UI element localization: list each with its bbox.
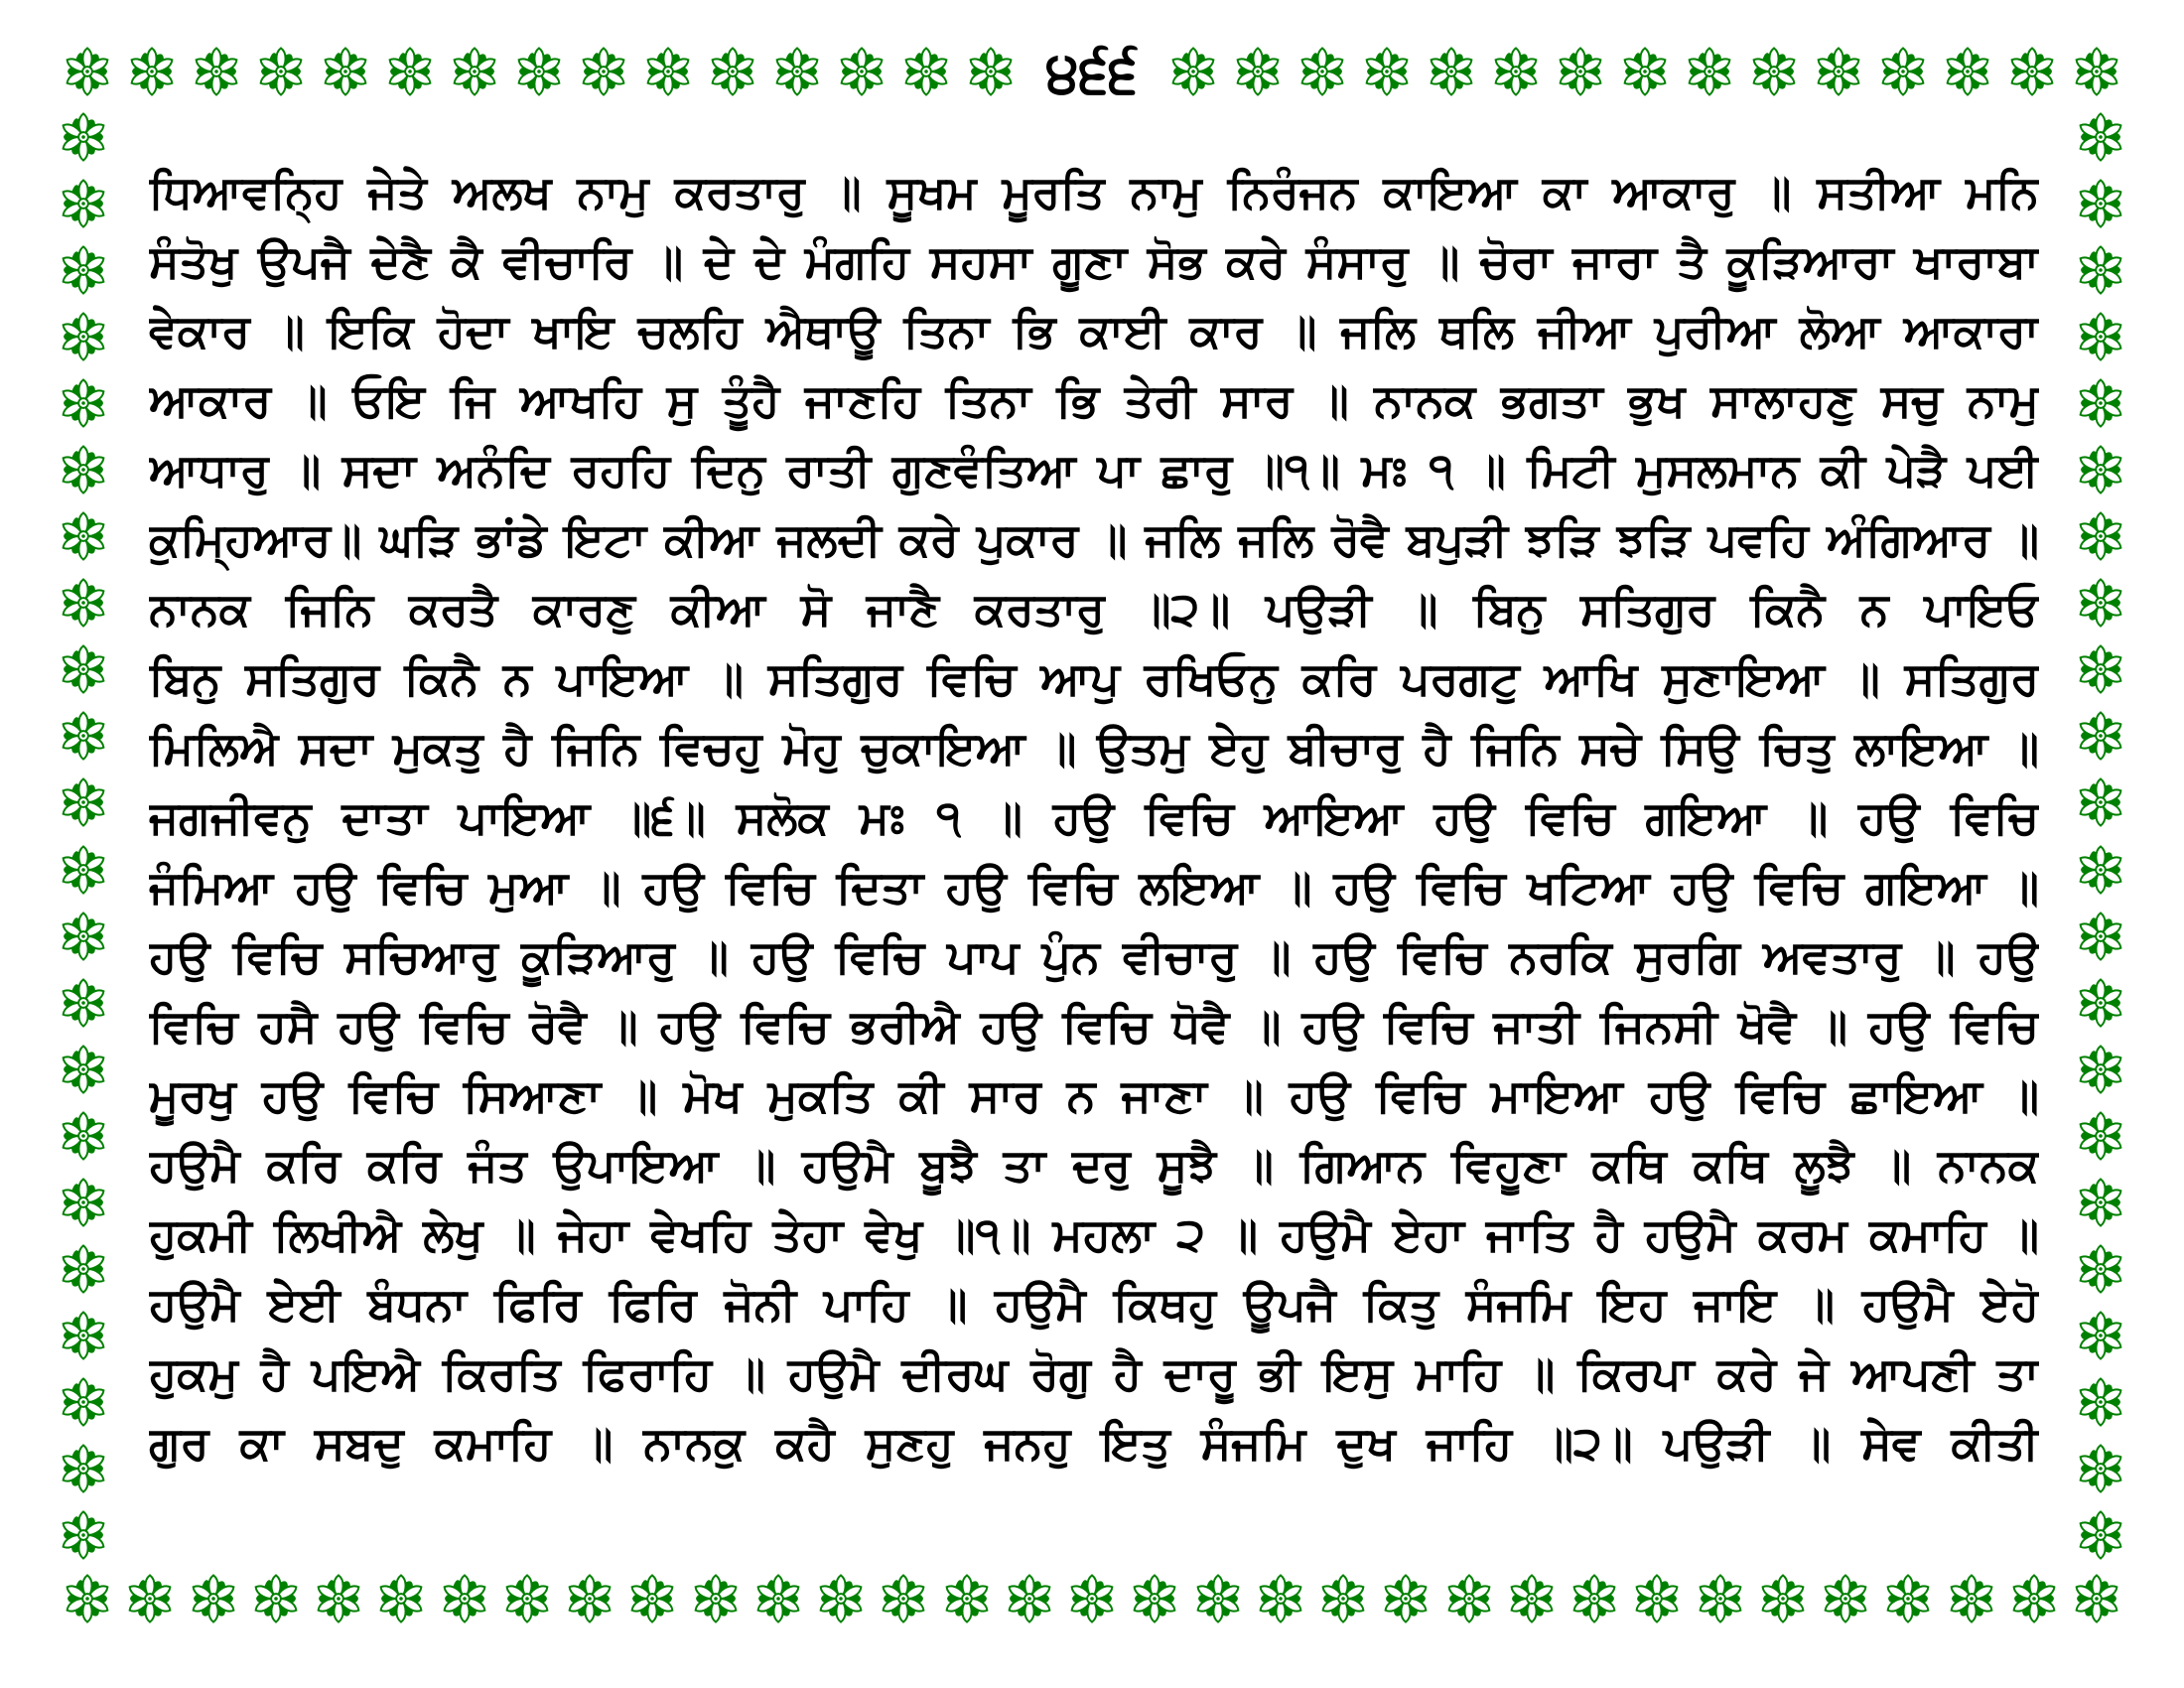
flower-icon	[58, 178, 109, 229]
text-line: ਆਕਾਰ ॥ ਓਇ ਜਿ ਆਖਹਿ ਸੁ ਤੂੰਹੈ ਜਾਣਹਿ ਤਿਨਾ ਭਿ ਤੇਰੀ ਸਾਰ ॥ ਨਾਨਕ ਭਗਤਾ ਭੁਖ ਸਾਲਾਹਣੁ ਸਚੁ ਨਾਮੁ	[149, 373, 2039, 427]
flower-icon	[2075, 1376, 2126, 1428]
flower-icon	[1619, 46, 1671, 97]
flower-icon	[2075, 710, 2126, 762]
page-number: ੪੬੬	[1045, 38, 1139, 105]
flower-icon	[2008, 1573, 2060, 1624]
flower-icon	[752, 1573, 804, 1624]
flower-icon	[2075, 111, 2126, 163]
scripture-text	[149, 157, 2039, 1477]
flower-icon	[1297, 46, 1348, 97]
text-line: ਹੁਕਮੀ ਲਿਖੀਐ ਲੇਖੁ ॥ ਜੇਹਾ ਵੇਖਹਿ ਤੇਹਾ ਵੇਖੁ ॥੧॥ ਮਹਲਾ ੨ ॥ ਹਉਮੈ ਏਹਾ ਜਾਤਿ ਹੈ ਹਉਮੈ ਕਰਮ ਕਮਾਹਿ ॥	[149, 1207, 2039, 1261]
flower-icon	[1066, 1573, 1118, 1624]
flower-icon	[771, 46, 823, 97]
text-line: ਆਧਾਰੁ ॥ ਸਦਾ ਅਨੰਦਿ ਰਹਹਿ ਦਿਨੁ ਰਾਤੀ ਗੁਣਵੰਤਿਆ ਪਾ ਛਾਰੁ ॥੧॥ ਮਃ ੧ ॥ ਮਿਟੀ ਮੁਸਲਮਾਨ ਕੀ ਪੇੜੈ ਪਈ	[149, 443, 2039, 496]
text-line: ਵਿਚਿ ਹਸੈ ਹਉ ਵਿਚਿ ਰੋਵੈ ॥ ਹਉ ਵਿਚਿ ਭਰੀਐ ਹਉ ਵਿਚਿ ਧੋਵੈ ॥ ਹਉ ਵਿਚਿ ਜਾਤੀ ਜਿਨਸੀ ਖੋਵੈ ॥ ਹਉ ਵਿਚਿ	[149, 999, 2039, 1053]
flower-icon	[62, 46, 113, 97]
text-line: ਨਾਨਕ ਜਿਨਿ ਕਰਤੈ ਕਾਰਣੁ ਕੀਆ ਸੋ ਜਾਣੈ ਕਰਤਾਰੁ ॥੨॥ ਪਉੜੀ ॥ ਬਿਨੁ ਸਤਿਗੁਰ ਕਿਨੈ ਨ ਪਾਇਓ	[149, 582, 2039, 635]
text-line: ਮੂਰਖੁ ਹਉ ਵਿਚਿ ਸਿਆਣਾ ॥ ਮੋਖ ਮੁਕਤਿ ਕੀ ਸਾਰ ਨ ਜਾਣਾ ॥ ਹਉ ਵਿਚਿ ਮਾਇਆ ਹਉ ਵਿਚਿ ਛਾਇਆ ॥	[149, 1068, 2039, 1122]
flower-icon	[626, 1573, 678, 1624]
flower-icon	[707, 46, 758, 97]
flower-icon	[878, 1573, 929, 1624]
flower-icon	[58, 1443, 109, 1494]
flower-icon	[58, 1243, 109, 1295]
flower-icon	[1317, 1573, 1369, 1624]
flower-icon	[250, 1573, 302, 1624]
text-line: ਹਉਮੈ ਏਈ ਬੰਧਨਾ ਫਿਰਿ ਫਿਰਿ ਜੋਨੀ ਪਾਹਿ ॥ ਹਉਮੈ ਕਿਥਹੁ ਊਪਜੈ ਕਿਤੁ ਸੰਜਮਿ ਇਹ ਜਾਇ ॥ ਹਉਮੈ ਏਹੋ	[149, 1277, 2039, 1331]
flower-icon	[815, 1573, 867, 1624]
flower-icon	[313, 1573, 364, 1624]
flower-icon	[1748, 46, 1800, 97]
flower-icon	[320, 46, 371, 97]
text-line: ਜੰਮਿਆ ਹਉ ਵਿਚਿ ਮੁਆ ॥ ਹਉ ਵਿਚਿ ਦਿਤਾ ਹਉ ਵਿਚਿ ਲਇਆ ॥ ਹਉ ਵਿਚਿ ਖਟਿਆ ਹਉ ਵਿਚਿ ਗਇਆ ॥	[149, 860, 2039, 914]
flower-icon	[58, 577, 109, 629]
flower-icon	[58, 776, 109, 828]
flower-icon	[1684, 46, 1735, 97]
flower-icon	[2075, 1243, 2126, 1295]
flower-icon	[1946, 1573, 1997, 1624]
flower-icon	[2075, 1044, 2126, 1095]
flower-icon	[58, 844, 109, 896]
flower-icon	[2075, 1310, 2126, 1361]
flower-icon	[690, 1573, 742, 1624]
right-border	[2073, 111, 2128, 1561]
flower-icon	[58, 977, 109, 1029]
flower-icon	[2075, 1177, 2126, 1228]
flower-icon	[2075, 444, 2126, 495]
flower-icon	[58, 444, 109, 495]
flower-icon	[58, 311, 109, 362]
flower-icon	[58, 1044, 109, 1095]
flower-icon	[124, 1573, 176, 1624]
flower-icon	[191, 46, 242, 97]
flower-icon	[375, 1573, 427, 1624]
text-line: ਬਿਨੁ ਸਤਿਗੁਰ ਕਿਨੈ ਨ ਪਾਇਆ ॥ ਸਤਿਗੁਰ ਵਿਚਿ ਆਪੁ ਰਖਿਓਨੁ ਕਰਿ ਪਰਗਟੁ ਆਖਿ ਸੁਣਾਇਆ ॥ ਸਤਿਗੁਰ	[149, 651, 2039, 705]
flower-icon	[2075, 178, 2126, 229]
flower-icon	[255, 46, 307, 97]
flower-icon	[2075, 577, 2126, 629]
flower-icon	[1380, 1573, 1432, 1624]
flower-icon	[2071, 46, 2122, 97]
flower-icon	[1942, 46, 1993, 97]
flower-icon	[2075, 510, 2126, 562]
top-border-right-ornaments	[1167, 46, 2122, 97]
flower-icon	[58, 111, 109, 163]
flower-icon	[900, 46, 952, 97]
flower-icon	[2075, 911, 2126, 962]
flower-icon	[564, 1573, 615, 1624]
flower-icon	[1569, 1573, 1620, 1624]
text-line: ਵੇਕਾਰ ॥ ਇਕਿ ਹੋਦਾ ਖਾਇ ਚਲਹਿ ਐਥਾਊ ਤਿਨਾ ਭਿ ਕਾਈ ਕਾਰ ॥ ਜਲਿ ਥਲਿ ਜੀਆ ਪੁਰੀਆ ਲੋਆ ਆਕਾਰਾ	[149, 304, 2039, 357]
flower-icon	[2071, 1573, 2122, 1624]
flower-icon	[836, 46, 887, 97]
flower-icon	[58, 911, 109, 962]
flower-icon	[2075, 244, 2126, 296]
flower-icon	[1361, 46, 1413, 97]
flower-icon	[2075, 1509, 2126, 1561]
flower-icon	[1506, 1573, 1558, 1624]
flower-icon	[578, 46, 629, 97]
flower-icon	[2075, 977, 2126, 1029]
flower-icon	[642, 46, 694, 97]
flower-icon	[1232, 46, 1284, 97]
flower-icon	[126, 46, 178, 97]
flower-icon	[1877, 46, 1929, 97]
flower-icon	[1167, 46, 1219, 97]
flower-icon	[1820, 1573, 1871, 1624]
flower-icon	[439, 1573, 490, 1624]
flower-icon	[2075, 311, 2126, 362]
flower-icon	[1443, 1573, 1495, 1624]
flower-icon	[1757, 1573, 1809, 1624]
flower-icon	[1192, 1573, 1244, 1624]
text-line: ਧਿਆਵਨ੍ਹਿ ਜੇਤੇ ਅਲਖ ਨਾਮੁ ਕਰਤਾਰੁ ॥ ਸੂਖਮ ਮੂਰਤਿ ਨਾਮੁ ਨਿਰੰਜਨ ਕਾਇਆ ਕਾ ਆਕਾਰੁ ॥ ਸਤੀਆ ਮਨਿ	[149, 165, 2039, 218]
flower-icon	[58, 710, 109, 762]
flower-icon	[1882, 1573, 1934, 1624]
flower-icon	[1631, 1573, 1683, 1624]
flower-icon	[384, 46, 436, 97]
flower-icon	[1129, 1573, 1180, 1624]
flower-icon	[2075, 1443, 2126, 1494]
flower-icon	[941, 1573, 993, 1624]
flower-icon	[58, 1177, 109, 1228]
flower-icon	[58, 1110, 109, 1162]
flower-icon	[513, 46, 565, 97]
text-line: ਕੁਮ੍ਹਿਆਰ॥ ਘੜਿ ਭਾਂਡੇ ਇਟਾ ਕੀਆ ਜਲਦੀ ਕਰੇ ਪੁਕਾਰ ॥ ਜਲਿ ਜਲਿ ਰੋਵੈ ਬਪੁੜੀ ਝੜਿ ਝੜਿ ਪਵਹਿ ਅੰਗਿਆਰ ॥	[149, 512, 2039, 566]
text-line: ਹਉ ਵਿਚਿ ਸਚਿਆਰੁ ਕੂੜਿਆਰੁ ॥ ਹਉ ਵਿਚਿ ਪਾਪ ਪੁੰਨ ਵੀਚਾਰੁ ॥ ਹਉ ਵਿਚਿ ਨਰਕਿ ਸੁਰਗਿ ਅਵਤਾਰੁ ॥ ਹਉ	[149, 929, 2039, 983]
text-line: ਸੰਤੋਖੁ ਉਪਜੈ ਦੇਣੈ ਕੈ ਵੀਚਾਰਿ ॥ ਦੇ ਦੇ ਮੰਗਹਿ ਸਹਸਾ ਗੂਣਾ ਸੋਭ ਕਰੇ ਸੰਸਾਰੁ ॥ ਚੋਰਾ ਜਾਰਾ ਤੈ ਕੂੜਿਆਰਾ ਖਾਰਾਬਾ	[149, 234, 2039, 288]
flower-icon	[449, 46, 500, 97]
flower-icon	[2075, 1110, 2126, 1162]
flower-icon	[58, 377, 109, 429]
text-line: ਮਿਲਿਐ ਸਦਾ ਮੁਕਤੁ ਹੈ ਜਿਨਿ ਵਿਚਹੁ ਮੋਹੁ ਚੁਕਾਇਆ ॥ ਉਤਮੁ ਏਹੁ ਬੀਚਾਰੁ ਹੈ ਜਿਨਿ ਸਚੇ ਸਿਉ ਚਿਤੁ ਲਾਇਆ ॥	[149, 721, 2039, 774]
flower-icon	[1695, 1573, 1746, 1624]
flower-icon	[58, 1509, 109, 1561]
flower-icon	[58, 1310, 109, 1361]
flower-icon	[58, 643, 109, 695]
flower-icon	[2006, 46, 2058, 97]
flower-icon	[188, 1573, 239, 1624]
flower-icon	[1813, 46, 1864, 97]
flower-icon	[58, 1376, 109, 1428]
flower-icon	[1255, 1573, 1306, 1624]
top-border-left-ornaments	[62, 46, 1017, 97]
text-line: ਹੁਕਮੁ ਹੈ ਪਇਐ ਕਿਰਤਿ ਫਿਰਾਹਿ ॥ ਹਉਮੈ ਦੀਰਘ ਰੋਗੁ ਹੈ ਦਾਰੂ ਭੀ ਇਸੁ ਮਾਹਿ ॥ ਕਿਰਪਾ ਕਰੇ ਜੇ ਆਪਣੀ ਤਾ	[149, 1346, 2039, 1400]
text-line: ਜਗਜੀਵਨੁ ਦਾਤਾ ਪਾਇਆ ॥੬॥ ਸਲੋਕ ਮਃ ੧ ॥ ਹਉ ਵਿਚਿ ਆਇਆ ਹਉ ਵਿਚਿ ਗਇਆ ॥ ਹਉ ਵਿਚਿ	[149, 790, 2039, 844]
flower-icon	[1555, 46, 1606, 97]
left-border	[56, 111, 111, 1561]
bottom-border	[62, 1567, 2122, 1630]
flower-icon	[58, 510, 109, 562]
flower-icon	[2075, 377, 2126, 429]
flower-icon	[62, 1573, 113, 1624]
flower-icon	[2075, 643, 2126, 695]
text-line: ਹਉਮੈ ਕਰਿ ਕਰਿ ਜੰਤ ਉਪਾਇਆ ॥ ਹਉਮੈ ਬੂਝੈ ਤਾ ਦਰੁ ਸੂਝੈ ॥ ਗਿਆਨ ਵਿਹੂਣਾ ਕਥਿ ਕਥਿ ਲੂਝੈ ॥ ਨਾਨਕ	[149, 1138, 2039, 1192]
flower-icon	[2075, 844, 2126, 896]
flower-icon	[58, 244, 109, 296]
flower-icon	[1426, 46, 1477, 97]
flower-icon	[965, 46, 1017, 97]
flower-icon	[501, 1573, 553, 1624]
flower-icon	[1490, 46, 1542, 97]
flower-icon	[1004, 1573, 1055, 1624]
flower-icon	[2075, 776, 2126, 828]
text-line: ਗੁਰ ਕਾ ਸਬਦੁ ਕਮਾਹਿ ॥ ਨਾਨਕੁ ਕਹੈ ਸੁਣਹੁ ਜਨਹੁ ਇਤੁ ਸੰਜਮਿ ਦੁਖ ਜਾਹਿ ॥੨॥ ਪਉੜੀ ॥ ਸੇਵ ਕੀਤੀ	[149, 1416, 2039, 1470]
top-border	[62, 40, 2122, 103]
